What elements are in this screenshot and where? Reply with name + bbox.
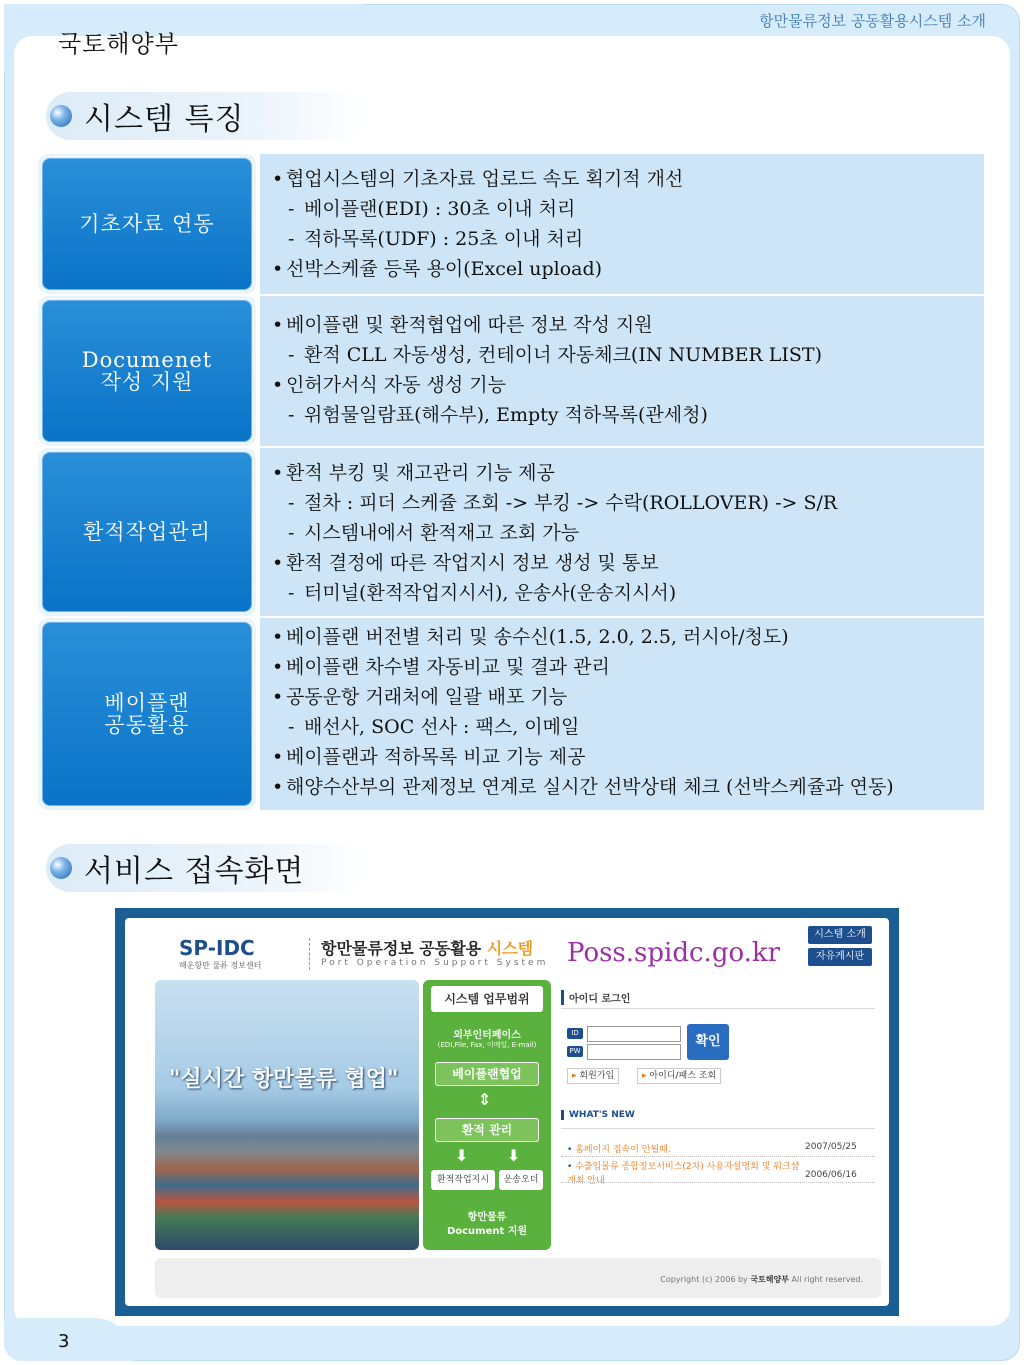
login-divider <box>561 1008 875 1009</box>
section-header-service <box>46 844 366 892</box>
news-item[interactable]: • 수출입물류 종합정보서비스(2차) 사용자설명회 및 워크샵 개최 안내 <box>567 1162 800 1186</box>
section-header-features <box>46 92 366 140</box>
feature-line: • 베이플랜 버전별 처리 및 송수신(1.5, 2.0, 2.5, 러시아/청도) <box>272 626 789 648</box>
feature-content <box>260 154 984 294</box>
screenshot-page <box>125 918 889 1306</box>
feature-line: • 베이플랜 차수별 자동비교 및 결과 관리 <box>272 656 610 678</box>
feature-label: 환적작업관리 <box>42 452 252 612</box>
panel-header: 시스템 업무범위 <box>431 986 543 1012</box>
feature-line: • 선박스케쥴 등록 용이(Excel upload) <box>272 258 603 280</box>
down-arrow-icon: ⬇ <box>507 1146 521 1165</box>
feature-subline: - 적하목록(UDF) : 25초 이내 처리 <box>288 228 584 250</box>
feature-line: • 베이플랜과 적하목록 비교 기능 제공 <box>272 746 586 768</box>
join-link[interactable]: ▸ 회원가입 <box>567 1068 619 1084</box>
transport-order-box[interactable]: 운송오더 <box>499 1170 543 1190</box>
feature-subline: - 환적 CLL 자동생성, 컨테이너 자동체크(IN NUMBER LIST) <box>288 344 823 366</box>
site-url: Poss.spidc.go.kr <box>567 938 781 968</box>
photo-caption: "실시간 항만물류 협업" <box>169 1067 399 1092</box>
ministry-title: 국토해양부 <box>58 30 179 58</box>
transship-order-box[interactable]: 환적작업지시 <box>431 1170 495 1190</box>
doc-support-line1: 항만물류 <box>467 1212 507 1223</box>
free-board-button[interactable]: 자유게시판 <box>808 948 872 966</box>
feature-row <box>38 448 984 616</box>
news-date: 2007/05/25 <box>805 1142 857 1152</box>
transship-box[interactable]: 환적 관리 <box>435 1118 539 1142</box>
feature-label-box <box>38 448 256 616</box>
news-date: 2006/06/16 <box>805 1170 857 1180</box>
system-scope-panel <box>423 980 551 1250</box>
feature-label: Documenet 작성 지원 <box>42 300 252 442</box>
system-subtitle: Port Operation Support System <box>321 958 549 968</box>
news-item[interactable]: • 홈페이지 접속이 안될때. <box>567 1145 671 1155</box>
feature-subline: - 위험물일람표(해수부), Empty 적하목록(관세청) <box>288 404 708 426</box>
feature-line: • 환적 결정에 따른 작업지시 정보 생성 및 통보 <box>272 552 659 574</box>
news-bullet-icon: • <box>567 1145 573 1155</box>
find-account-link[interactable]: ▸ 아이디/패스 조회 <box>637 1068 721 1084</box>
spidc-logo[interactable]: SP-IDC <box>179 936 255 960</box>
feature-line: • 협업시스템의 기초자료 업로드 속도 획기적 개선 <box>272 168 684 190</box>
feature-row <box>38 618 984 810</box>
feature-content <box>260 618 984 810</box>
doc-support-line2: Document 지원 <box>446 1226 528 1237</box>
screenshot-footer <box>155 1258 881 1298</box>
feature-label-box <box>38 618 256 810</box>
news-bullet-icon: • <box>567 1162 573 1172</box>
arrow-icon: ▸ <box>642 1071 647 1081</box>
copyright: Copyright (c) 2006 by 국토해양부 All right reserved. <box>660 1275 863 1284</box>
port-photo <box>155 980 419 1250</box>
feature-label: 기초자료 연동 <box>42 158 252 290</box>
news-divider <box>561 1128 875 1129</box>
feature-line: • 베이플랜 및 환적협업에 따른 정보 작성 지원 <box>272 314 653 336</box>
feature-label-box <box>38 154 256 294</box>
feature-line: • 환적 부킹 및 재고관리 기능 제공 <box>272 462 555 484</box>
external-interface-label: 외부인터페이스 <box>453 1030 521 1041</box>
header-divider <box>309 938 310 970</box>
id-input[interactable] <box>587 1026 681 1042</box>
page-number: 3 <box>58 1331 70 1352</box>
feature-label-box <box>38 296 256 446</box>
section-bullet-icon <box>50 857 72 879</box>
service-screenshot <box>115 908 899 1316</box>
spidc-logo-subtitle: 해운항만 물류 정보센터 <box>179 961 262 970</box>
bayplan-box[interactable]: 베이플랜협업 <box>435 1062 539 1086</box>
feature-row <box>38 296 984 446</box>
arrow-icon: ▸ <box>572 1071 577 1081</box>
feature-content <box>260 296 984 446</box>
id-tag: ID <box>567 1028 583 1039</box>
feature-subline: - 터미널(환적작업지시서), 운송사(운송지시서) <box>288 582 677 604</box>
section-title: 시스템 특징 <box>84 102 245 137</box>
login-header: 아이디 로그인 <box>561 990 630 1005</box>
external-interface-sub: (EDI,File, Fax, 이메일, E-mail) <box>437 1041 537 1049</box>
system-intro-button[interactable]: 시스템 소개 <box>808 926 872 944</box>
feature-line: • 공동운항 거래처에 일괄 배포 기능 <box>272 686 568 708</box>
password-input[interactable] <box>587 1044 681 1060</box>
news-separator <box>561 1182 875 1183</box>
feature-row <box>38 154 984 294</box>
document-title: 항만물류정보 공동활용시스템 소개 <box>759 12 986 30</box>
feature-content <box>260 448 984 616</box>
feature-line: • 해양수산부의 관제정보 연계로 실시간 선박상태 체크 (선박스케쥴과 연동) <box>272 776 894 798</box>
down-arrow-icon: ⬇ <box>455 1146 469 1165</box>
updown-arrow-icon: ⇕ <box>478 1090 492 1109</box>
pw-tag: PW <box>567 1046 583 1057</box>
feature-label: 베이플랜 공동활용 <box>42 622 252 806</box>
news-header: WHAT'S NEW <box>561 1110 635 1120</box>
feature-subline: - 시스템내에서 환적재고 조회 가능 <box>288 522 580 544</box>
login-confirm-button[interactable]: 확인 <box>687 1024 729 1060</box>
section-title: 서비스 접속화면 <box>84 854 305 889</box>
feature-line: • 인허가서식 자동 생성 기능 <box>272 374 507 396</box>
news-separator <box>561 1156 875 1157</box>
feature-subline: - 절차 : 피더 스케쥴 조회 -> 부킹 -> 수락(ROLLOVER) -> S/R <box>288 492 838 514</box>
feature-subline: - 배선사, SOC 선사 : 팩스, 이메일 <box>288 716 580 738</box>
feature-subline: - 베이플랜(EDI) : 30초 이내 처리 <box>288 198 576 220</box>
system-title: 항만물류정보 공동활용 시스템 <box>321 939 534 958</box>
section-bullet-icon <box>50 105 72 127</box>
